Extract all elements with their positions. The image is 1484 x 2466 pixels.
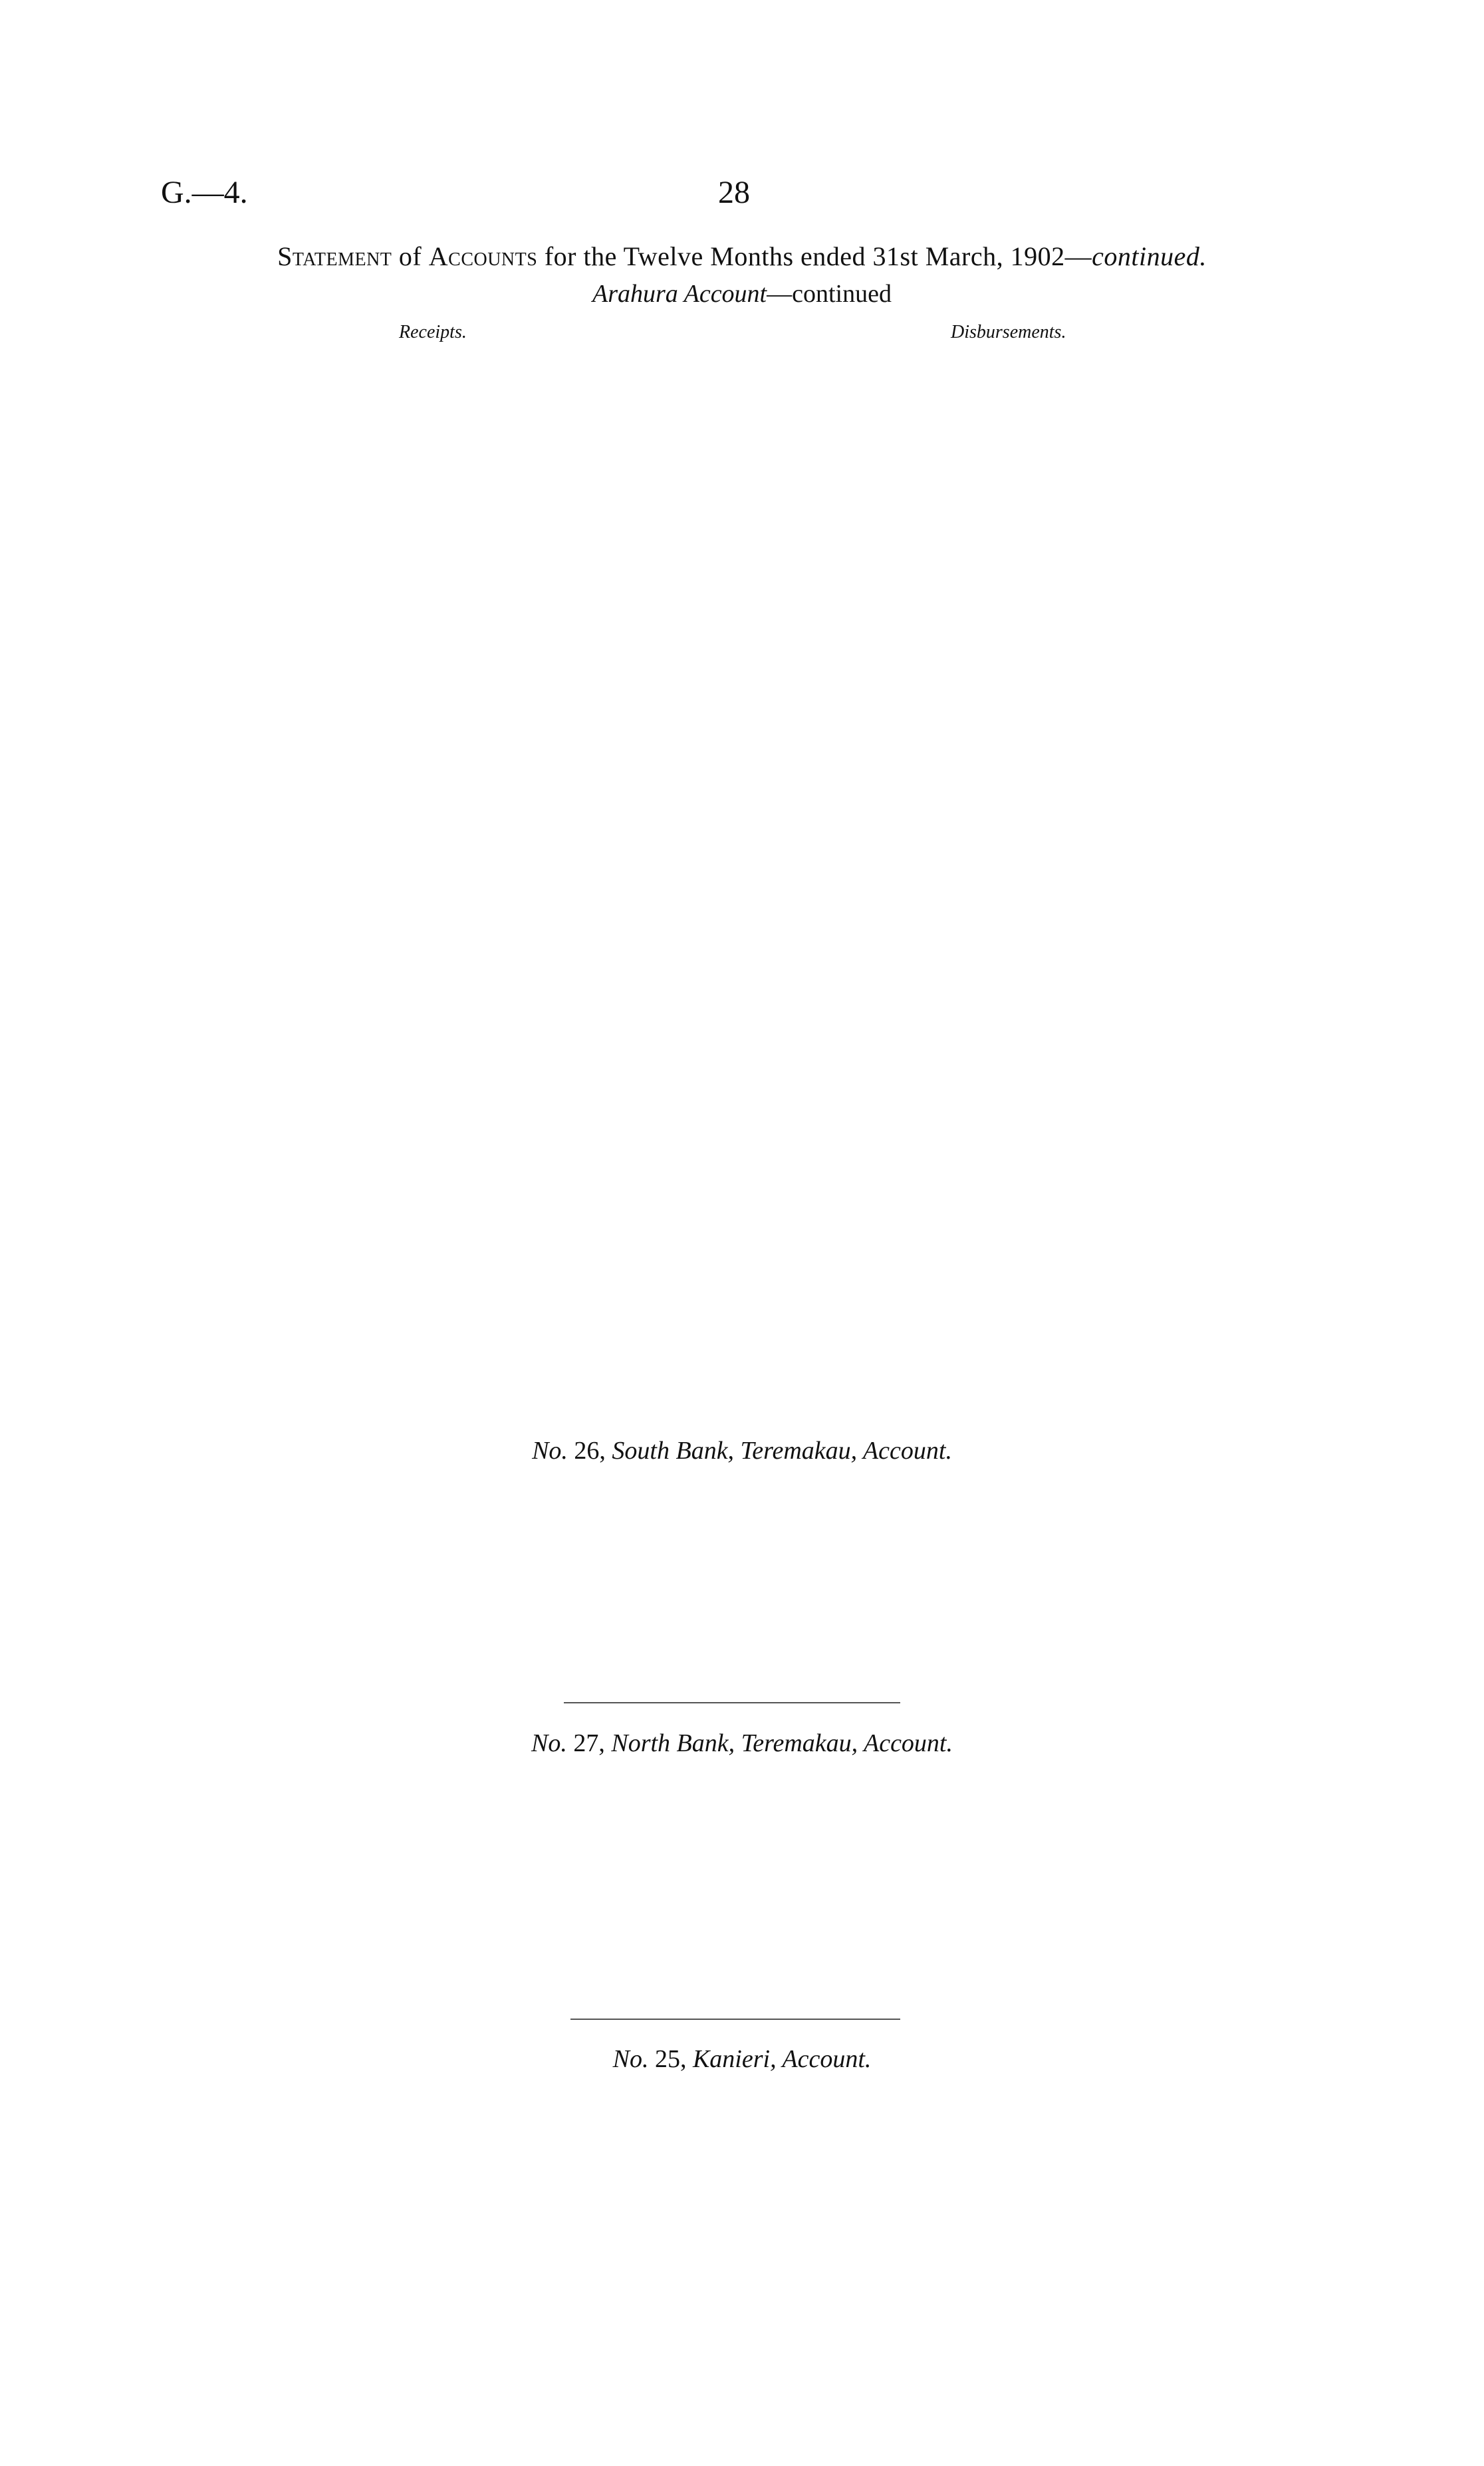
north-title-no: No.	[531, 1729, 567, 1757]
title-rest: for the Twelve Months ended 31st March, 1902—	[537, 241, 1092, 271]
kanieri-title	[0, 2044, 1484, 2074]
section-divider	[564, 1702, 900, 1703]
south-title-italic: South Bank, Teremakau, Account.	[612, 1437, 952, 1465]
south-title-num: 26,	[567, 1437, 612, 1465]
kanieri-title-no: No.	[612, 2045, 649, 2073]
title-word-accounts: Accounts	[428, 241, 538, 271]
arahura-title	[0, 279, 1484, 308]
kanieri-title-num: 25,	[648, 2045, 693, 2073]
title-continued: continued.	[1092, 241, 1207, 271]
arahura-title-italic: Arahura Account	[592, 280, 767, 308]
section-divider	[570, 2019, 900, 2020]
kanieri-title-italic: Kanieri, Account.	[692, 2045, 872, 2073]
page-number: 28	[718, 175, 750, 210]
north-title-num: 27,	[566, 1729, 612, 1757]
statement-title	[0, 241, 1484, 272]
title-of: of	[392, 241, 429, 271]
currency-header-receipts	[0, 319, 1484, 341]
north-title-italic: North Bank, Teremakau, Account.	[611, 1729, 953, 1757]
south-title-no: No.	[532, 1437, 568, 1465]
title-word-statement: Statement	[277, 241, 392, 271]
south-bank-title	[0, 1436, 1484, 1465]
north-bank-title	[0, 1729, 1484, 1758]
receipts-header: Receipts.	[399, 322, 467, 342]
arahura-title-rest: —continued	[767, 280, 892, 308]
disbursements-header: Disbursements.	[951, 322, 1066, 342]
document-code: G.—4.	[161, 175, 248, 210]
